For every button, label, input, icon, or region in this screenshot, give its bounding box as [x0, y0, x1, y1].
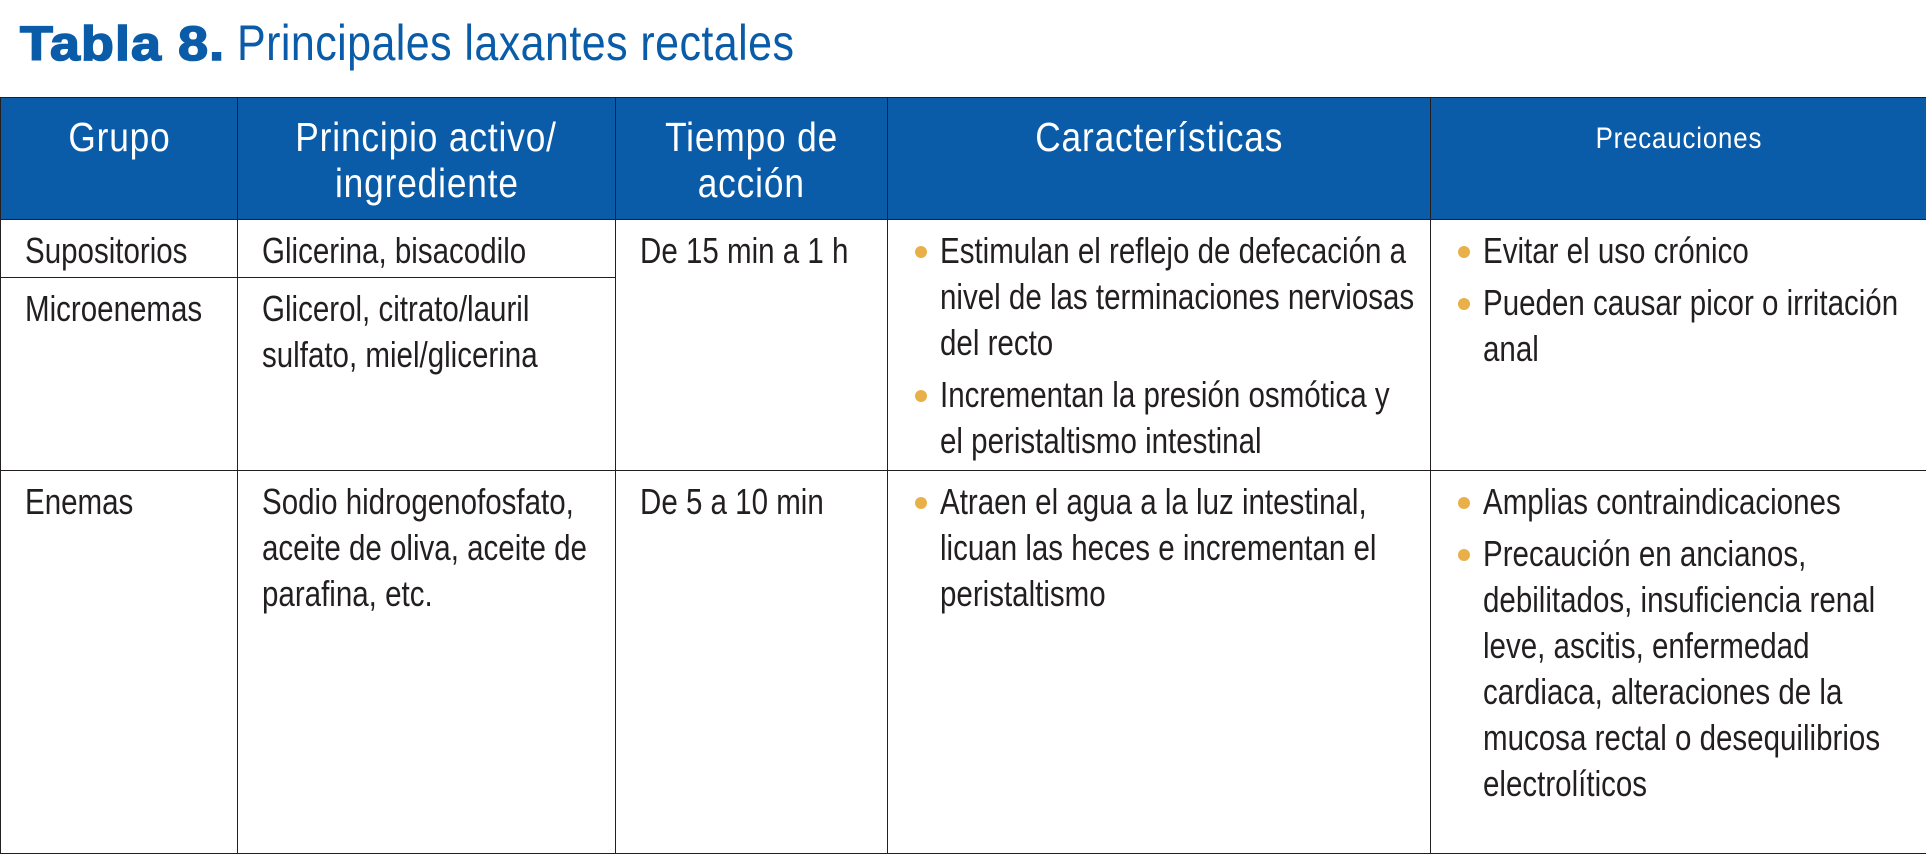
list-item-text: Estimulan el reflejo de defecación a nivel de las terminaciones nerviosas del recto: [940, 230, 1415, 363]
cell-grupo-text: Enemas: [25, 481, 134, 522]
bullet-icon: [1458, 497, 1470, 509]
table-number-label: Tabla 8.: [20, 18, 226, 71]
cell-grupo: [1, 220, 238, 278]
cell-caracteristicas: [888, 220, 1431, 471]
cell-grupo-text: Supositorios: [25, 230, 188, 271]
cell-grupo-text: Microenemas: [25, 288, 203, 330]
table-row: [1, 471, 1926, 854]
list-item: [912, 228, 1420, 366]
list-item-text: Atraen el agua a la luz intestinal, licuan las heces e incrementan el peristaltismo: [940, 481, 1377, 614]
cell-precauciones: [1431, 220, 1926, 471]
list-item: [1455, 280, 1916, 372]
header-principio: [238, 98, 616, 220]
cell-principio: [238, 471, 616, 854]
header-grupo-label: Grupo: [67, 114, 171, 160]
cell-principio-text: Glicerina, bisacodilo: [262, 230, 527, 271]
bullet-list: [912, 228, 1420, 464]
list-item-text: Evitar el uso crónico: [1483, 230, 1749, 271]
list-item: [1455, 531, 1916, 807]
cell-caracteristicas: [888, 471, 1431, 854]
cell-principio-text: Glicerol, citrato/lauril sulfato, miel/glicerina: [262, 288, 538, 376]
header-caracteristicas-label: Características: [1034, 114, 1284, 160]
list-item: [1455, 228, 1916, 274]
cell-grupo: [1, 278, 238, 471]
header-caracteristicas: [888, 98, 1431, 220]
table-row: [1, 220, 1926, 278]
bullet-icon: [1458, 298, 1470, 310]
cell-tiempo-text: De 5 a 10 min: [640, 481, 824, 522]
bullet-list: [1455, 479, 1916, 807]
list-item-text: Amplias contraindicaciones: [1483, 481, 1841, 522]
list-item: [912, 479, 1420, 617]
list-item: [912, 372, 1420, 464]
bullet-list: [1455, 228, 1916, 372]
laxatives-table: [0, 97, 1926, 854]
header-tiempo-line1: Tiempo de: [664, 114, 839, 160]
header-tiempo: [616, 98, 888, 220]
list-item: [1455, 479, 1916, 525]
header-tiempo-line2: acción: [697, 160, 806, 206]
cell-grupo: [1, 471, 238, 854]
header-principio-line2: ingrediente: [334, 160, 519, 206]
cell-principio: [238, 278, 616, 471]
table-title: [20, 14, 885, 74]
bullet-list: [912, 479, 1420, 617]
header-precauciones-label: Precauciones: [1595, 122, 1762, 155]
list-item-text: Pueden causar picor o irritación anal: [1483, 282, 1899, 369]
bullet-icon: [1458, 549, 1470, 561]
list-item-text: Precaución en ancianos, debilitados, insuficiencia renal leve, ascitis, enfermedad cardiaca, alteraciones de la mucosa rectal o desequilibrios electrolíticos: [1483, 533, 1881, 804]
bullet-icon: [1458, 246, 1470, 258]
bullet-icon: [915, 497, 927, 509]
table-title-text: Principales laxantes rectales: [237, 15, 795, 71]
header-precauciones: [1431, 98, 1926, 220]
header-principio-line1: Principio activo/: [295, 114, 558, 160]
bullet-icon: [915, 390, 927, 402]
header-row: [1, 98, 1926, 220]
bullet-icon: [915, 246, 927, 258]
cell-principio-text: Sodio hidrogenofosfato, aceite de oliva, aceite de parafina, etc.: [262, 481, 587, 614]
cell-tiempo: [616, 471, 888, 854]
header-grupo: [1, 98, 238, 220]
cell-precauciones: [1431, 471, 1926, 854]
cell-tiempo-text: De 15 min a 1 h: [640, 230, 849, 271]
list-item-text: Incrementan la presión osmótica y el peristaltismo intestinal: [940, 374, 1390, 461]
cell-principio: [238, 220, 616, 278]
cell-tiempo: [616, 220, 888, 471]
